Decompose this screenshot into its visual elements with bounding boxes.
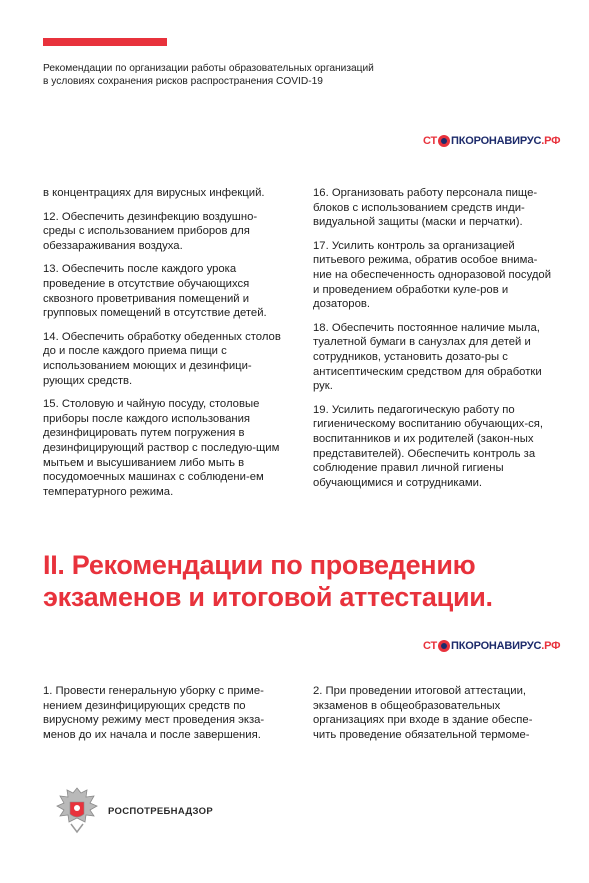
section2-left-column xyxy=(43,684,288,751)
paragraph: 14. Обеспечить обработку обеденных столов до и после каждого приема пищи с использованием моющих и дезинфици-рующих средств. xyxy=(43,330,281,387)
section2-title-line2: экзаменов и итоговой аттестации. xyxy=(43,582,493,612)
header-accent-bar xyxy=(43,38,167,46)
section1-left-column xyxy=(43,186,283,508)
logo-part-coronavirus: ПКОРОНАВИРУС xyxy=(451,640,542,652)
section2-right-column xyxy=(313,684,553,751)
paragraph: 15. Столовую и чайную посуду, столовые приборы после каждого использования дезинфицировать путем погружения в дезинфицирующий раствор с последую-щим мытьем и высушиванием либо мыть в посудомоечных машинах с соблюдени-ем температурного режима. xyxy=(43,398,280,498)
logo-part-st: СТ xyxy=(423,640,437,652)
logo-part-rf: .РФ xyxy=(541,135,561,147)
coat-of-arms-icon xyxy=(54,784,100,836)
paragraph: 1. Провести генеральную уборку с приме-нением дезинфицирующих средств по вирусному режиму мест проведения экза-менов до их начала и после завершения. xyxy=(43,685,265,741)
section2-title-line1: II. Рекомендации по проведению xyxy=(43,550,476,580)
rospotrebnadzor-label: РОСПОТРЕБНАДЗОР xyxy=(108,806,213,817)
virus-icon xyxy=(438,640,450,652)
paragraph: 13. Обеспечить после каждого урока проведение в отсутствие обучающихся сквозного проветривания помещений и групповых помещений в отсутствие детей. xyxy=(43,263,267,320)
logo-part-st: СТ xyxy=(423,135,437,147)
header-title-line1: Рекомендации по организации работы образовательных организаций xyxy=(43,63,374,74)
header-title-line2: в условиях сохранения рисков распространения COVID-19 xyxy=(43,76,323,87)
paragraph: 16. Организовать работу персонала пище-блоков с использованием средств инди-видуальной защиты (маски и перчатки). xyxy=(313,187,538,229)
paragraph: 18. Обеспечить постоянное наличие мыла, туалетной бумаги в санузлах для детей и сотрудников, установить дозато-ры с антисептическим средством для обработки рук. xyxy=(313,321,542,393)
virus-icon xyxy=(438,135,450,147)
section2-title xyxy=(43,549,563,613)
paragraph: 17. Усилить контроль за организацией питьевого режима, обратив особое внима-ние на обеспеченность одноразовой посудой и проведением обработки куле-ров и дозаторов. xyxy=(313,239,552,311)
section1-right-column xyxy=(313,186,553,499)
stopcoronavirus-logo xyxy=(423,640,560,652)
logo-part-coronavirus: ПКОРОНАВИРУС xyxy=(451,135,542,147)
document-header xyxy=(43,62,423,88)
paragraph: 12. Обеспечить дезинфекцию воздушно-среды с использованием приборов для обеззараживания воздуха. xyxy=(43,210,258,252)
paragraph: 19. Усилить педагогическую работу по гигиеническому воспитанию обучающих-ся, воспитанников и их родителей (закон-ных представителей). Обеспечить контроль за соблюдение правил личной гигиены обучающимися и сотрудниками. xyxy=(313,403,543,489)
logo-part-rf: .РФ xyxy=(541,640,561,652)
paragraph: в концентрациях для вирусных инфекций. xyxy=(43,187,265,199)
stopcoronavirus-logo xyxy=(423,135,560,147)
paragraph: 2. При проведении итоговой аттестации, экзаменов в общеобразовательных организациях при входе в здание обеспе-чить проведение обязательной термоме- xyxy=(313,685,533,741)
